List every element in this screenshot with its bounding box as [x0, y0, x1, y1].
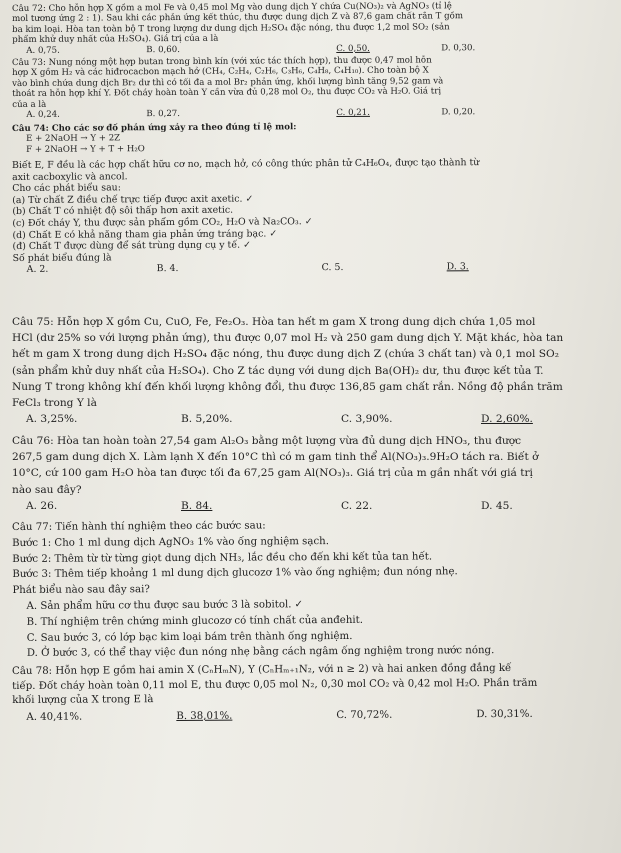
q76-option-a: A. 26. [26, 499, 58, 512]
q76-option-d: D. 45. [481, 499, 513, 512]
q74-line-12: Số phát biểu đúng là [12, 252, 112, 264]
q76-option-c: C. 22. [341, 499, 373, 512]
question-78 [12, 661, 615, 725]
q78-option-c: C. 70,72%. [336, 709, 393, 721]
q76-line-3: 10°C, cứ 100 gam H₂O hòa tan được tối đa 67,25 gam Al(NO₃)₃. Giá trị của m gần nhất với giá trị [12, 467, 533, 480]
q72-line-1: Câu 72: Cho hỗn hợp X gồm a mol Fe và 0,45 mol Mg vào dung dịch Y chứa Cu(NO₃)₂ và AgNO₃ (tỉ lệ [12, 1, 452, 14]
q73-line-3: vào bình chứa dung dịch Br₂ dư thì có tối đa a mol Br₂ phản ứng, khối lượng bình tăng 9,52 gam và [12, 76, 444, 89]
q78-line-2: tiếp. Đốt cháy hoàn toàn 0,11 mol E, thu được 0,05 mol N₂, 0,30 mol CO₂ và 0,42 mol H₂O. Phần trăm [12, 677, 538, 692]
q73-option-a: A. 0,24. [26, 109, 60, 120]
q77-line-1: Câu 77: Tiến hành thí nghiệm theo các bước sau: [12, 520, 266, 533]
check-mark-icon: ✓ [294, 599, 304, 611]
q75-line-1: Câu 75: Hỗn hợp X gồm Cu, CuO, Fe, Fe₂O₃. Hòa tan hết m gam X trong dung dịch chứa 1,05 mol [12, 316, 536, 328]
q73-line-4: thoát ra hỗn hợp khí Y. Đốt cháy hoàn toàn Y cần vừa đủ 0,28 mol O₂, thu được CO₂ và H₂O. Giá trị [12, 86, 442, 100]
q77-option-d: D. Ở bước 3, có thể thay việc đun nóng nhẹ bằng cách ngâm ống nghiệm trong nước nóng. [26, 645, 495, 660]
q74-options [13, 261, 616, 276]
q74-line-6: Cho các phát biểu sau: [12, 182, 121, 195]
q72-option-b: B. 0,60. [146, 44, 180, 55]
q74-option-d: D. 3. [446, 261, 469, 273]
q74-reaction-2: F + 2NaOH → Y + T + H₂O [26, 144, 145, 155]
q77-line-5: Phát biểu nào sau đây sai? [12, 584, 150, 597]
q78-option-b: B. 38,01%. [176, 710, 233, 722]
q74-statement-a: (a) Từ chất Z điều chế trực tiếp được axit axetic. ✓ [12, 193, 254, 206]
q74-statement-c: (c) Đốt cháy Y, thu được sản phẩm gồm CO₂, H₂O và Na₂CO₃. ✓ [12, 216, 313, 229]
q72-option-a: A. 0,75. [26, 45, 60, 56]
q77-step-2: Bước 2: Thêm từ từ từng giọt dung dịch NH₃, lắc đều cho đến khi kết tủa tan hết. [12, 551, 433, 565]
q74-option-c: C. 5. [321, 262, 344, 274]
q75-options [12, 411, 615, 427]
q78-line-1: Câu 78: Hỗn hợp E gồm hai amin X (CₙHₘN), Y (CₙHₘ₊₁N₂, với n ≥ 2) và hai anken đồng đẳng kế [12, 662, 512, 677]
q72-line-3: ba kim loại. Hòa tan toàn bộ T trong lượng dư dung dịch H₂SO₄ đặc nóng, thu được 1,2 mol SO₂ (sản [12, 22, 450, 35]
check-mark-icon: ✓ [243, 239, 251, 251]
q76-line-2: 267,5 gam dung dịch X. Làm lạnh X đến 10°C thì có m gam tinh thể Al(NO₃)₃.9H₂O tách ra. Biết ở [12, 451, 539, 464]
q75-line-6: FeCl₃ trong Y là [12, 397, 97, 410]
question-74-body [12, 156, 616, 276]
q77-step-3: Bước 3: Thêm tiếp khoảng 1 ml dung dịch glucozơ 1% vào ống nghiệm; đun nóng nhẹ. [12, 566, 458, 581]
q76-line-1: Câu 76: Hòa tan hoàn toàn 27,54 gam Al₂O₃ bằng một lượng vừa đủ dung dịch HNO₃, thu được [12, 435, 522, 447]
q76-options [12, 498, 615, 514]
q76-line-4: nào sau đây? [12, 483, 82, 496]
q74-option-b: B. 4. [156, 263, 179, 275]
q75-option-c: C. 3,90%. [341, 413, 393, 426]
q72-line-2: mol tương ứng 2 : 1). Sau khi các phản ứng kết thúc, thu được dung dịch Z và 87,6 gam chất rắn T gồm [12, 11, 464, 25]
q74-line-1: Câu 74: Cho các sơ đồ phản ứng xảy ra theo đúng tỉ lệ mol: [12, 122, 297, 134]
q75-line-5: Nung T trong không khí đến khối lượng không đổi, thu được 136,85 gam chất rắn. Nồng độ phần trăm [12, 380, 563, 393]
q75-option-d: D. 2,60%. [481, 413, 533, 426]
q73-option-d: D. 0,20. [441, 107, 476, 118]
q72-line-4: phẩm khử duy nhất của H₂SO₄). Giá trị của a là [12, 33, 219, 46]
q72-option-d: D. 0,30. [441, 42, 476, 54]
question-77 [12, 516, 616, 662]
question-72 [12, 0, 615, 56]
q73-option-c: C. 0,21. [336, 107, 370, 119]
question-76 [12, 433, 615, 514]
q74-statement-e: (đ) Chất T được dùng để sát trùng dụng cụ y tế. ✓ [12, 239, 251, 253]
check-mark-icon: ✓ [304, 216, 313, 228]
q77-option-b: B. Thí nghiệm trên chứng minh glucozơ có tính chất của anđehit. [26, 614, 363, 628]
q75-line-2: HCl (dư 25% so với lượng phản ứng), thu được 0,07 mol H₂ và 250 gam dung dịch Y. Mặt khác, hòa tan [12, 332, 564, 345]
q72-option-c: C. 0,50. [336, 43, 370, 54]
q77-option-a: A. Sản phẩm hữu cơ thu được sau bước 3 là sobitol. ✓ [26, 599, 304, 612]
q74-line-4: Biết E, F đều là các hợp chất hữu cơ no, mạch hở, có công thức phân tử C₄H₆O₄, được tạo thành từ [12, 157, 480, 171]
q73-option-b: B. 0,27. [146, 109, 181, 120]
q78-line-3: khối lượng của X trong E là [12, 694, 154, 707]
q78-option-d: D. 30,31%. [476, 708, 533, 720]
q75-line-3: hết m gam X trong dung dịch H₂SO₄ đặc nóng, thu được dung dịch Z (chứa 3 chất tan) và 0,1 mol SO₂ [12, 348, 559, 361]
check-mark-icon: ✓ [269, 227, 278, 239]
q74-option-a: A. 2. [26, 264, 49, 276]
check-mark-icon: ✓ [245, 193, 254, 205]
q77-step-1: Bước 1: Cho 1 ml dung dịch AgNO₃ 1% vào ống nghiệm sạch. [12, 535, 329, 549]
q76-option-b: B. 84. [181, 499, 213, 512]
q74-reaction-1: E + 2NaOH → Y + 2Z [26, 133, 121, 145]
q77-option-c: C. Sau bước 3, có lớp bạc kim loại bám trên thành ống nghiệm. [26, 630, 353, 644]
q78-options [12, 707, 615, 725]
q74-line-5: axit cacboxylic và ancol. [12, 170, 128, 183]
q74-statement-b: (b) Chất T có nhiệt độ sôi thấp hơn axit axetic. [12, 205, 234, 218]
question-74 [12, 120, 615, 155]
q75-line-4: (sản phẩm khử duy nhất của H₂SO₄). Cho Z tác dụng với dung dịch Ba(OH)₂ dư, thu được kết tủa T. [12, 364, 544, 377]
q75-option-b: B. 5,20%. [181, 413, 233, 426]
question-73 [12, 54, 615, 120]
q75-option-a: A. 3,25%. [26, 413, 78, 426]
q73-line-1: Câu 73: Nung nóng một hợp butan trong bình kín (với xúc tác thích hợp), thu được 0,47 mol hỗn [12, 55, 432, 68]
q74-statement-d: (d) Chất E có khả năng tham gia phản ứng tráng bạc. ✓ [12, 227, 278, 241]
q73-line-5: của a là [12, 99, 47, 110]
q78-option-a: A. 40,41%. [26, 711, 83, 723]
question-75 [12, 314, 615, 427]
q73-line-2: hợp X gồm H₂ và các hiđrocacbon mạch hở (CH₄, C₂H₄, C₂H₆, C₃H₆, C₄H₈, C₄H₁₀). Cho toàn bộ X [12, 65, 429, 79]
